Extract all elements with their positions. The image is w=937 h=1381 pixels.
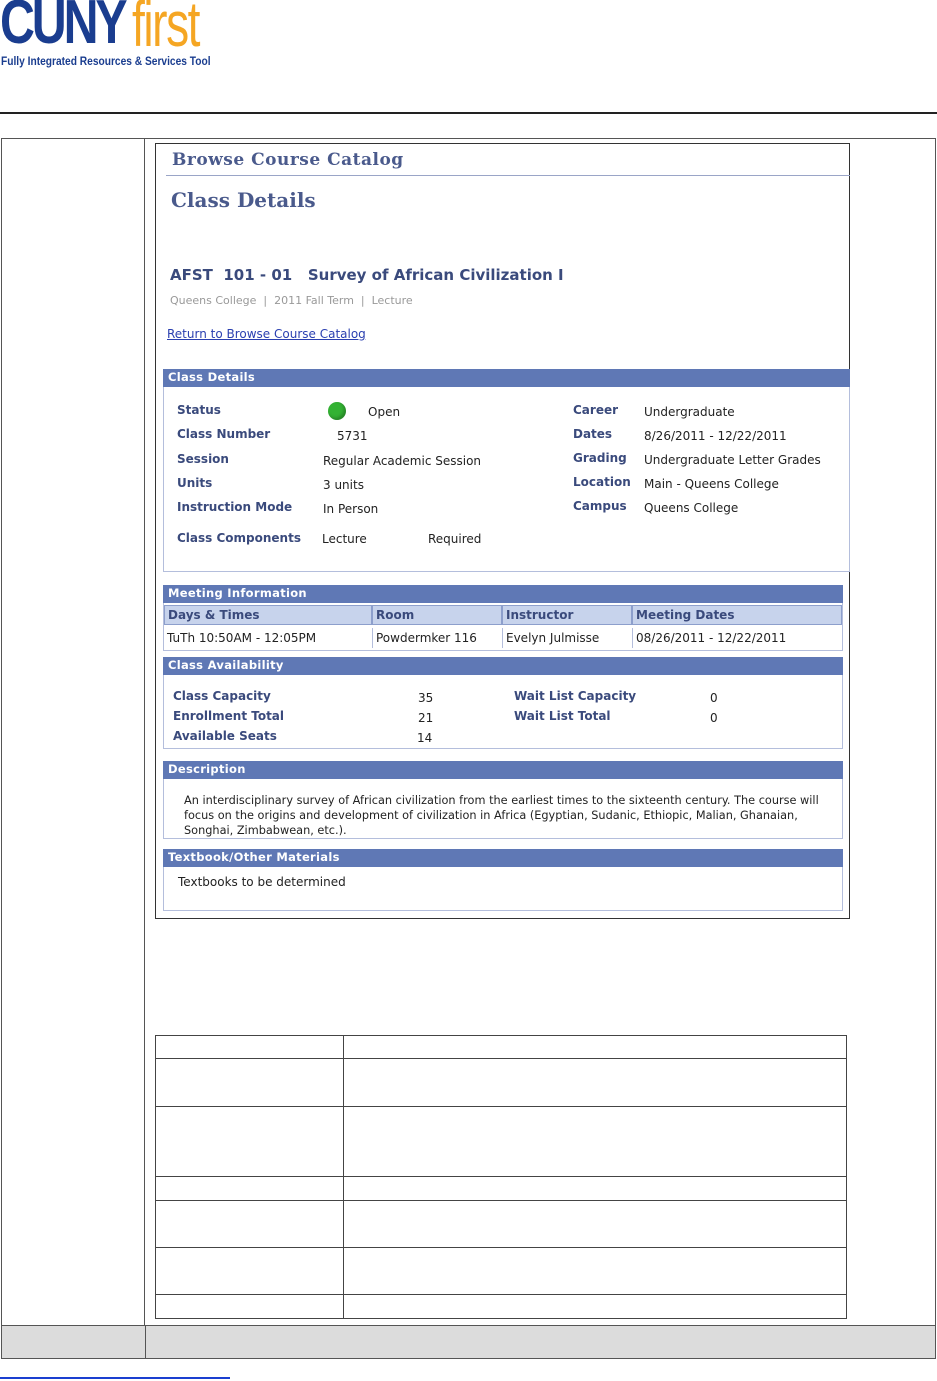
grading-value: Undergraduate Letter Grades: [644, 453, 821, 467]
units-value: 3 units: [323, 478, 364, 492]
steps-table-row-divider: [156, 1058, 846, 1059]
return-to-catalog-link[interactable]: Return to Browse Course Catalog: [167, 327, 366, 341]
meeting-col-days-times: Days & Times: [164, 605, 372, 625]
status-value: Open: [368, 405, 401, 419]
enrollment-total-value: 21: [418, 711, 434, 725]
class-details-screenshot: [155, 143, 850, 919]
course-meta: Queens College | 2011 Fall Term | Lecture: [170, 294, 413, 307]
instruction-mode-value: In Person: [323, 502, 379, 516]
meeting-col-meeting-dates: Meeting Dates: [632, 605, 842, 625]
materials-section: [163, 867, 843, 911]
meeting-dates: 08/26/2011 - 12/22/2011: [632, 628, 842, 648]
page-header: Browse Course Catalog: [172, 150, 404, 170]
class-capacity-label: Class Capacity: [173, 689, 271, 703]
status-open-icon: [328, 402, 346, 420]
enrollment-total-label: Enrollment Total: [173, 709, 285, 723]
instruction-mode-label: Instruction Mode: [177, 500, 293, 514]
course-description: An interdisciplinary survey of African civilization from the earliest times to the sixteenth century. The course will focus on the origins and development of civilization in Africa (Egyptian, Sudanic, Ethiopic, Malian, Ghanaian, Songhai, Zimbabwean, etc.).: [184, 794, 819, 837]
meeting-col-instructor: Instructor: [502, 605, 632, 625]
steps-table-row-divider: [156, 1247, 846, 1248]
career-label: Career: [573, 403, 619, 417]
class-components-type: Lecture: [322, 532, 367, 546]
meeting-instructor: Evelyn Julmisse: [502, 628, 632, 648]
meeting-days-times: TuTh 10:50AM - 12:05PM: [167, 631, 317, 645]
dates-label: Dates: [573, 427, 613, 441]
class-components-label: Class Components: [177, 531, 301, 545]
class-number-value: 5731: [337, 429, 368, 443]
course-title: AFST 101 - 01 Survey of African Civilization I: [170, 266, 564, 284]
meeting-room: Powdermker 116: [372, 628, 502, 648]
available-seats-value: 14: [417, 731, 433, 745]
steps-table-column-divider: [343, 1036, 344, 1318]
wait-list-capacity-label: Wait List Capacity: [514, 689, 637, 703]
available-seats-label: Available Seats: [173, 729, 277, 743]
footer-link-underline: [0, 1377, 230, 1379]
page-title: Class Details: [171, 188, 316, 212]
empty-steps-table: [155, 1035, 847, 1319]
logo-brand-first: first: [132, 0, 200, 60]
steps-table-row-divider: [156, 1106, 846, 1107]
status-label: Status: [177, 403, 221, 417]
campus-value: Queens College: [644, 501, 739, 515]
materials-section-header: Textbook/Other Materials: [163, 849, 843, 867]
header-divider: [0, 112, 937, 114]
class-capacity-value: 35: [418, 691, 434, 705]
materials-text: Textbooks to be determined: [178, 875, 346, 889]
footer-row-divider: [145, 1326, 146, 1358]
session-value: Regular Academic Session: [323, 454, 482, 468]
availability-section-header: Class Availability: [163, 657, 843, 675]
grading-label: Grading: [573, 451, 627, 465]
wait-list-capacity-value: 0: [710, 691, 718, 705]
wait-list-total-label: Wait List Total: [514, 709, 611, 723]
meeting-col-room: Room: [372, 605, 502, 625]
logo-tagline: Fully Integrated Resources & Services Tool: [1, 54, 211, 68]
class-number-label: Class Number: [177, 427, 271, 441]
location-value: Main - Queens College: [644, 477, 779, 491]
steps-table-row-divider: [156, 1176, 846, 1177]
location-label: Location: [573, 475, 631, 489]
dates-value: 8/26/2011 - 12/22/2011: [644, 429, 787, 443]
meeting-info-section-header: Meeting Information: [163, 585, 843, 603]
campus-label: Campus: [573, 499, 627, 513]
steps-table-row-divider: [156, 1200, 846, 1201]
document-table-footer-row: [1, 1325, 936, 1359]
document-table-column-divider: [144, 138, 145, 1359]
description-section-header: Description: [163, 761, 843, 779]
wait-list-total-value: 0: [710, 711, 718, 725]
class-components-requirement: Required: [428, 532, 482, 546]
logo-brand-cuny: CUNY: [0, 0, 125, 57]
career-value: Undergraduate: [644, 405, 735, 419]
steps-table-row-divider: [156, 1294, 846, 1295]
units-label: Units: [177, 476, 213, 490]
session-label: Session: [177, 452, 229, 466]
page-header-rule: [166, 175, 850, 176]
class-details-section-header: Class Details: [163, 369, 850, 387]
cunyfirst-logo: [0, 0, 240, 72]
